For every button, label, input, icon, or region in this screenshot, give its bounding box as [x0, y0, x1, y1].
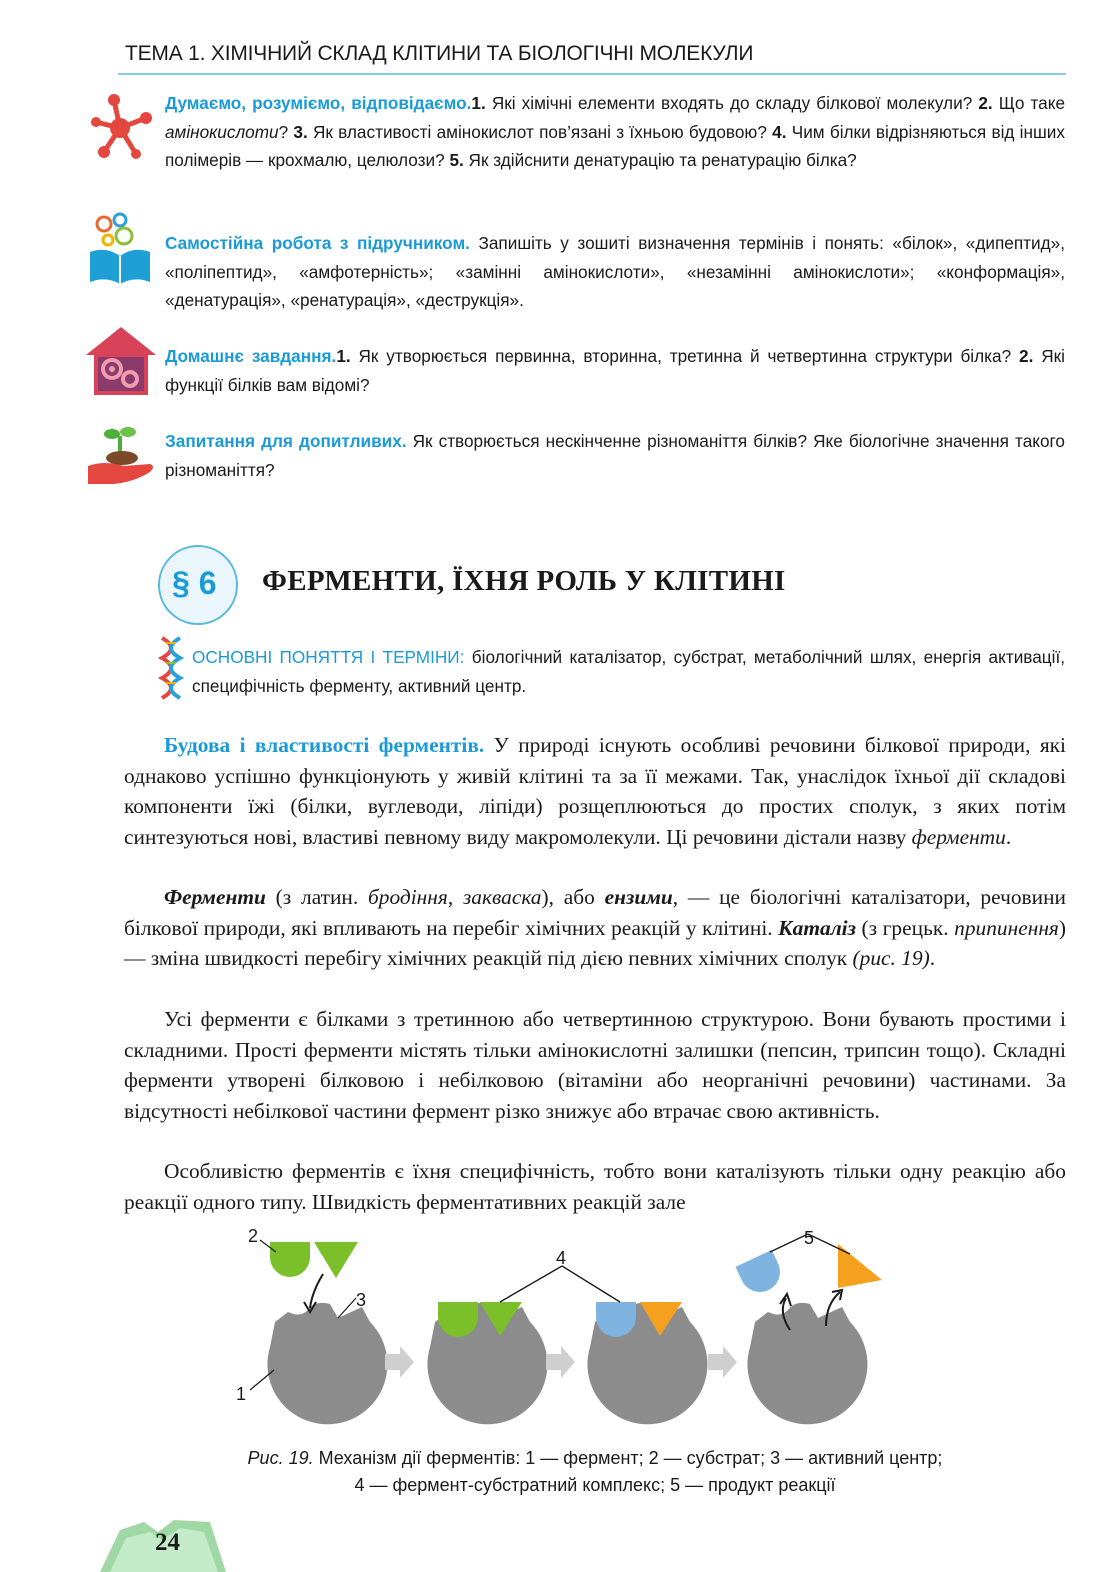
paragraph-lead: Будова і властивості ферментів.: [164, 733, 485, 757]
label-5: 5: [804, 1228, 815, 1248]
page-number: 24: [155, 1529, 180, 1556]
key-terms-label: ОСНОВНІ ПОНЯТТЯ І ТЕРМІНИ:: [192, 647, 465, 667]
dna-icon: [158, 636, 184, 702]
product-half-circle: [736, 1250, 787, 1299]
page-header: ТЕМА 1. ХІМІЧНИЙ СКЛАД КЛІТИНИ ТА БІОЛОГІЧНІ МОЛЕКУЛИ: [125, 42, 754, 65]
paragraph-specificity: Особливістю ферментів є їхня специфічність, тобто вони каталізують тільки одну реакцію або реакції одного типу. Швидкість ферментативних реакцій зале: [124, 1159, 1066, 1214]
homework-lead: Домашнє завдання.: [165, 346, 337, 366]
figure-ref: Рис. 19.: [247, 1448, 314, 1468]
label-4: 4: [556, 1248, 567, 1268]
product-triangle: [838, 1244, 882, 1288]
paragraph-types: Усі ферменти є білками з третинною або четвертинною структурою. Вони бувають простими і складними. Прості ферменти містять тільки амінокислотні залишки (пепсин, трипсин тощо). Складні ферменти утворені білковою і небілковою (вітаміни або неорганічні речовини) частинами. За відсутності небілкової частини фермент різко знижує або втрачає свою активність.: [124, 1007, 1066, 1123]
house-gears-icon: [84, 325, 158, 399]
label-3: 3: [356, 1290, 367, 1310]
substrate-triangle: [314, 1242, 358, 1278]
header-rule: [118, 73, 1066, 75]
self-work-task: Самостійна робота з підручником. Запишіть у зошиті визначення термінів і понять: «білок», «дипептид», «поліпептид», «амфотерність»; «замінні амінокислоти», «незамінні амінокислоти»; «конформація», «денатурація», «ренатурація», «деструкція».: [165, 233, 1065, 310]
think-lead: Думаємо, розуміємо, відповідаємо.: [165, 93, 472, 113]
substrate-half-circle: [270, 1242, 310, 1277]
self-work-lead: Самостійна робота з підручником.: [165, 233, 470, 253]
enzyme-1: [267, 1303, 387, 1424]
book-gears-icon: [84, 212, 158, 286]
label-2: 2: [248, 1226, 259, 1246]
paragraph-definition: Ферменти (з латин. бродіння, закваска), або ензими, — це біологічні каталізатори, речовини білкової природи, які впливають на перебіг хімічних реакцій у клітині. Каталіз (з грецьк. припинення) — зміна швидкості перебігу хімічних реакцій під дією певних хімічних сполук (рис. 19).: [124, 885, 1066, 970]
process-arrow-2: [546, 1346, 575, 1378]
process-arrow-3: [708, 1346, 737, 1378]
key-terms: ОСНОВНІ ПОНЯТТЯ І ТЕРМІНИ: біологічний каталізатор, субстрат, метаболічний шлях, енергія активації, специфічність ферменту, активний центр.: [192, 647, 1066, 696]
figure-caption: Рис. 19. Механізм дії ферментів: 1 — фермент; 2 — субстрат; 3 — активний центр; 4 — фермент-субстратний комплекс; 5 — продукт реакції: [247, 1448, 943, 1495]
curious-task: Запитання для допитливих. Як створюється нескінченне різноманіття білків? Яке біологічне значення такого різноманіття?: [165, 431, 1065, 480]
homework-task: Домашнє завдання.1. Як утворюється первинна, вторинна, третинна й четвертинна структури білка? 2. Які функції білків вам відомі?: [165, 346, 1065, 395]
think-task: Думаємо, розуміємо, відповідаємо.1. Які хімічні елементи входять до складу білкової молекули? 2. Що таке амінокислоти? 3. Як властивості амінокислот пов’язані з їхньою будовою? 4. Чим білки відрізняються від інших полімерів — крохмалю, целюлози? 5. Як здійснити денатурацію та ренатурацію білка?: [165, 93, 1066, 170]
section-title: ФЕРМЕНТИ, ЇХНЯ РОЛЬ У КЛІТИНІ: [262, 565, 786, 597]
label-1: 1: [236, 1384, 247, 1404]
enzyme-mechanism-figure: [230, 1222, 890, 1432]
enzyme-4: [747, 1303, 867, 1424]
paragraph-structure: Будова і властивості ферментів. У природі існують особливі речовини білкової природи, які однаково успішно функціонують у живій клітині та за її межами. Так, унаслідок їхньої дії складові компоненти їжі (білки, вуглеводи, ліпіди) розщеплюються до простих сполук, з яких потім синтезуються нові, властиві певному виду макромолекули. Ці речовини дістали назву ферменти.: [124, 733, 1066, 849]
molecule-icon: [84, 92, 158, 166]
hand-sprout-icon: [84, 422, 158, 496]
process-arrow-1: [385, 1346, 414, 1378]
curious-lead: Запитання для допитливих.: [165, 431, 407, 451]
section-number: § 6: [172, 565, 217, 601]
